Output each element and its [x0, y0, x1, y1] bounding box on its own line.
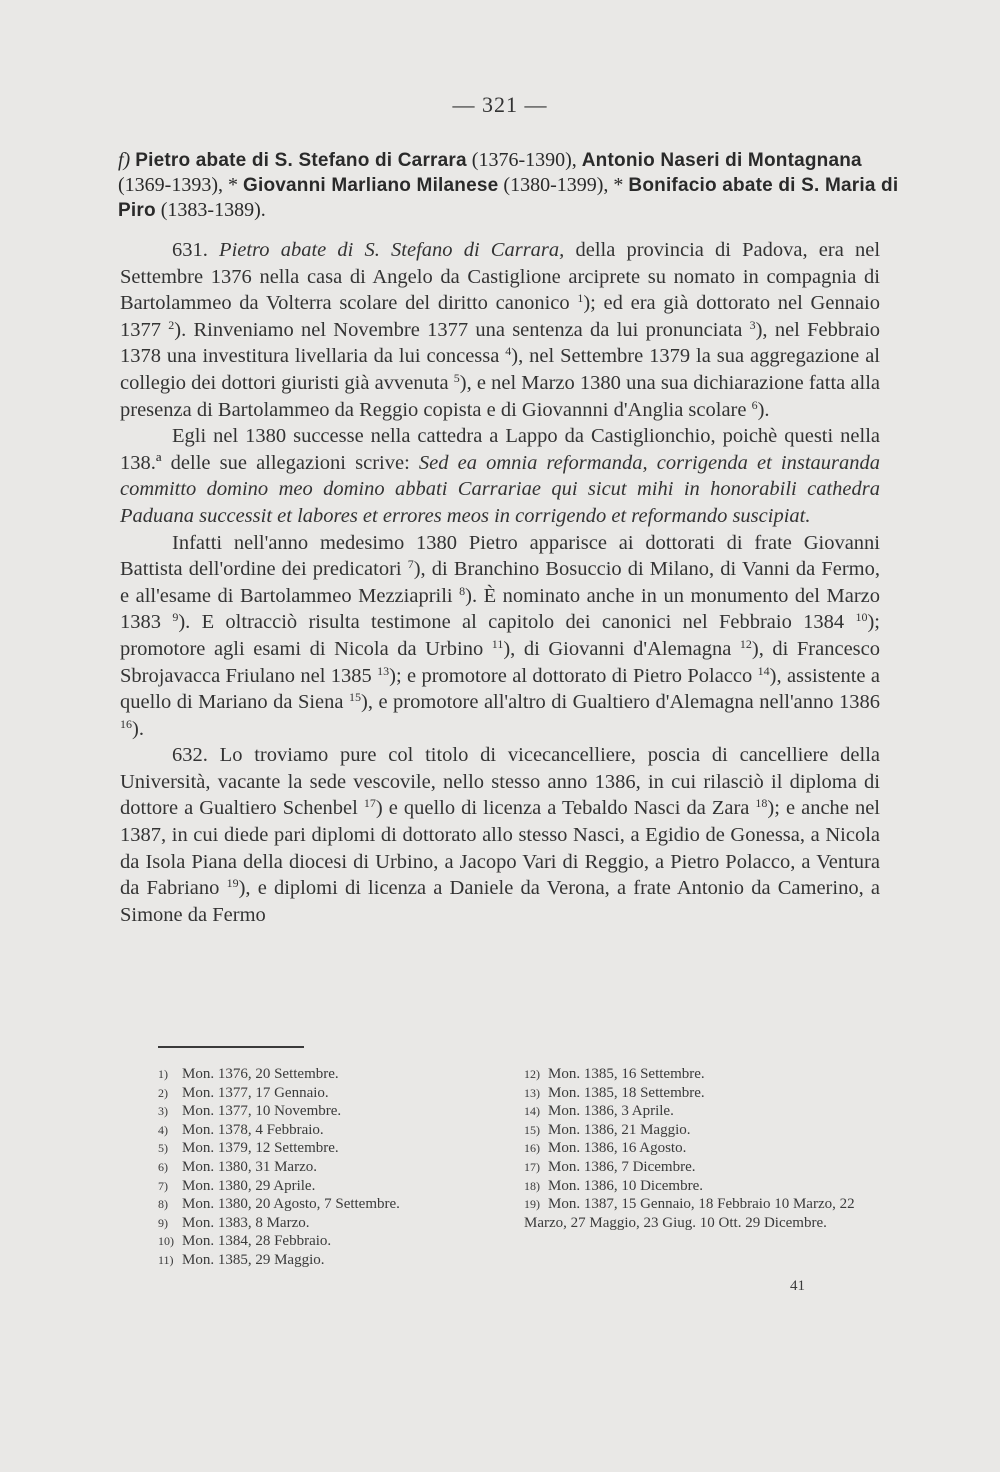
footnote-text: Mon. 1376, 20 Settembre. — [182, 1066, 339, 1082]
footnote — [158, 1102, 478, 1121]
latin-quote: Sed ea omnia reformanda, corrigenda et instauranda committo domino meo domino abbati Carrariae qui sicut mihi in honorabili cathedra Paduana successit et labores et errores meos in corrigendo et reformando suscipiat. — [120, 451, 880, 527]
text-run: ), di Giovanni d'Alemagna — [503, 637, 740, 660]
text-run: ), di Francesco Sbrojavacca Friulano nel 1385 — [120, 637, 880, 687]
footnote-number: 19) — [524, 1197, 540, 1212]
paragraph-number: 631. — [172, 239, 208, 261]
text-run: ); e anche nel 1387, in cui diede pari diplomi di dottorato allo stesso Nasci, a Egidio de Gonessa, a Nicola da Isola Piana della diocesi di Urbino, a Jacopo Vari di Reggio, a Pietro Polacco, a Ventura da Fabriano — [120, 797, 880, 900]
footnote-number: 16) — [524, 1141, 540, 1156]
signature-mark: 41 — [790, 1278, 805, 1294]
text-run: ), e promotore all'altro di Gualtiero d'Alemagna nell'anno 1386 — [361, 691, 881, 714]
text-run: 632. Lo troviamo pure col titolo di vicecancelliere, poscia di cancelliere della Università, vacante la sede vescovile, nello stesso anno 1386, in cui rilasciò il diploma di dottore a Gualtiero Schenbel — [120, 744, 880, 820]
footnote-text: Mon. 1386, 16 Agosto. — [548, 1140, 687, 1157]
paragraph-infatti — [120, 530, 880, 743]
footnote — [524, 1139, 884, 1158]
footnote-number: 15) — [524, 1122, 540, 1137]
footnote-number: 3) — [158, 1104, 168, 1119]
text-run: Infatti nell'anno medesimo 1380 Pietro apparisce ai dottorati di frate Giovanni Battista dell'ordine dei predicatori — [120, 531, 880, 581]
footnote-ref: 7 — [407, 557, 414, 572]
footnote-text: Mon. 1377, 17 Gennaio. — [182, 1084, 329, 1101]
heading-person-3: Giovanni Marliano Milanese — [242, 175, 499, 196]
footnote — [524, 1158, 884, 1177]
footnote-ref: 3 — [749, 317, 756, 332]
footnote-ref: 6 — [751, 397, 758, 412]
footnote-text: Mon. 1385, 18 Settembre. — [548, 1084, 705, 1101]
footnote-text: Mon. 1385, 16 Settembre. — [548, 1066, 705, 1082]
footnote-ref: 17 — [363, 796, 376, 811]
footnote — [524, 1084, 884, 1103]
heading-person-1: Pietro abate di S. Stefano di Carrara — [135, 150, 467, 171]
footnote — [524, 1121, 884, 1140]
footnote-text: Mon. 1379, 12 Settembre. — [182, 1140, 339, 1157]
footnote-ref: 1 — [577, 291, 584, 306]
footnote-text: Mon. 1380, 20 Agosto, 7 Settembre. — [182, 1196, 400, 1213]
footnote-number: 6) — [158, 1159, 168, 1174]
heading-years-2: (1369-1393), — [118, 174, 223, 196]
footnote-number: 18) — [524, 1178, 540, 1193]
text-run: ). E oltracciò risulta testimone al capitolo dei canonici nel Febbraio 1384 — [178, 611, 856, 634]
footnote-text: Mon. 1386, 7 Dicembre. — [548, 1158, 696, 1175]
text-run: ); e promotore al dottorato di Pietro Polacco — [389, 664, 758, 687]
footnote-number: 11) — [158, 1252, 174, 1267]
paragraph-egli — [120, 423, 880, 529]
footnote-ref: 15 — [349, 690, 362, 705]
footnote-ref: 19 — [226, 876, 239, 891]
footnote-ref: 9 — [172, 610, 179, 625]
paragraph-631 — [120, 237, 880, 423]
footnote-number: 5) — [158, 1141, 168, 1156]
text-run: ), nel Settembre 1379 la sua aggregazione al collegio dei dottori giuristi già avvenuta — [120, 345, 880, 394]
footnote — [158, 1251, 478, 1270]
text-run: ). — [757, 398, 770, 421]
text-run: ), nel Febbraio 1378 una investitura livellaria da lui concessa — [120, 318, 881, 368]
heading-person-4: Bonifacio abate di S. Maria di Piro — [118, 175, 899, 221]
section-heading — [118, 148, 900, 223]
heading-years-4: (1383-1389). — [160, 199, 266, 221]
heading-star-3: * — [227, 174, 238, 196]
footnote-ref: 4 — [505, 344, 512, 359]
footnote-ref: 8 — [459, 583, 466, 598]
footnote-number: 17) — [524, 1159, 540, 1174]
footnote-number: 7) — [158, 1178, 168, 1193]
footnote-text: Mon. 1385, 29 Maggio. — [182, 1251, 325, 1268]
footnote-number: 10) — [158, 1234, 174, 1249]
footnote — [524, 1195, 884, 1232]
footnote — [524, 1177, 884, 1196]
footnote-divider — [158, 1046, 304, 1048]
footnote-ref: 16 — [120, 716, 132, 731]
footnote-text: Mon. 1380, 29 Aprile. — [182, 1177, 316, 1194]
footnote-text: Mon. 1383, 8 Marzo. — [182, 1214, 310, 1231]
paragraph-title: Pietro abate di S. Stefano di Carrara, — [219, 239, 565, 261]
paragraph-632 — [120, 742, 880, 928]
text-run: ); ed era già dottorato nel Gennaio 1377 — [120, 292, 880, 341]
text-run: ), di Branchino Bosuccio di Milano, di Vanni da Fermo, e all'esame di Bartolammeo Mezziaprili — [120, 558, 880, 607]
footnote — [158, 1158, 478, 1177]
text-run: ). — [132, 717, 144, 740]
text-run: ), assistente a quello di Mariano da Siena — [120, 664, 880, 714]
footnote-text: Mon. 1380, 31 Marzo. — [182, 1158, 317, 1175]
footnote-ref: 5 — [453, 370, 460, 385]
footnote-text: Mon. 1377, 10 Novembre. — [182, 1103, 342, 1120]
footnote-text: Mon. 1386, 10 Dicembre. — [548, 1177, 703, 1194]
footnote-text: Mon. 1386, 21 Maggio. — [548, 1121, 691, 1138]
footnote-ref: 14 — [757, 663, 770, 678]
heading-star-4: * — [613, 174, 624, 196]
footnote — [158, 1195, 478, 1214]
footnote-ref: 2 — [168, 317, 175, 332]
text-run: ). Rinveniamo nel Novembre 1377 una sentenza da lui pronunciata — [174, 318, 750, 341]
footnote-number: 12) — [524, 1067, 540, 1081]
page-number: — 321 — — [452, 92, 548, 117]
footnote-ref: 11 — [491, 636, 504, 651]
footnote-ref: 12 — [739, 636, 752, 651]
footnote-number: 1) — [158, 1067, 168, 1081]
footnote-ref: 10 — [855, 610, 868, 625]
footnote-number: 2) — [158, 1085, 168, 1100]
footnote — [158, 1139, 478, 1158]
body-text — [120, 237, 880, 928]
footnotes-right — [524, 1065, 884, 1232]
heading-years-3: (1380-1399), — [503, 174, 609, 196]
footnote-number: 14) — [524, 1104, 540, 1119]
footnote — [158, 1177, 478, 1196]
text-run: ). È nominato anche in un monumento del Marzo 1383 — [120, 584, 881, 634]
text-run: della provincia di Padova, era nel Settembre 1376 nella casa di Angelo da Castiglione arciprete su nomato in compagnia di Bartolammeo da Volterra scolare del diritto canonico — [120, 239, 881, 315]
text-run: Egli nel 1380 successe nella cattedra a Lappo da Castiglionchio, poichè questi nella 138.ª delle sue allegazioni scrive: — [120, 425, 880, 474]
heading-person-2: Antonio Naseri di Montagnana — [581, 150, 862, 171]
text-run: ), e diplomi di licenza a Daniele da Verona, a frate Antonio da Camerino, a Simone da Fermo — [120, 877, 880, 926]
footnote-number: 13) — [524, 1085, 540, 1100]
text-run: ); promotore agli esami di Nicola da Urbino — [120, 611, 881, 660]
footnote-text: Mon. 1384, 28 Febbraio. — [182, 1233, 332, 1250]
footnote-text: Mon. 1378, 4 Febbraio. — [182, 1121, 324, 1138]
footnote-text: Mon. 1386, 3 Aprile. — [548, 1103, 674, 1120]
footnotes-left — [158, 1065, 478, 1270]
heading-years-1: (1376-1390), — [471, 149, 577, 171]
footnote-text: Mon. 1387, 15 Gennaio, 18 Febbraio 10 Marzo, 22 Marzo, 27 Maggio, 23 Giug. 10 Ott. 29 Dicembre. — [524, 1196, 855, 1231]
footnote — [158, 1214, 478, 1233]
footnote — [158, 1084, 478, 1103]
footnote-ref: 18 — [755, 796, 768, 811]
footnote — [524, 1065, 884, 1084]
text-run: ), e nel Marzo 1380 una sua dichiarazione fatta alla presenza di Bartolammeo da Reggio copista e di Giovannni d'Anglia scolare — [120, 371, 880, 421]
footnote-number: 9) — [158, 1215, 168, 1230]
footnote — [158, 1065, 478, 1084]
text-run: ) e quello di licenza a Tebaldo Nasci da Zara — [375, 797, 756, 820]
footnote-number: 8) — [158, 1197, 168, 1212]
footnote-number: 4) — [158, 1122, 168, 1137]
footnote — [158, 1232, 478, 1251]
section-letter: f) — [118, 149, 131, 171]
footnote-ref: 13 — [377, 663, 390, 678]
footnote — [524, 1102, 884, 1121]
footnote — [158, 1121, 478, 1140]
